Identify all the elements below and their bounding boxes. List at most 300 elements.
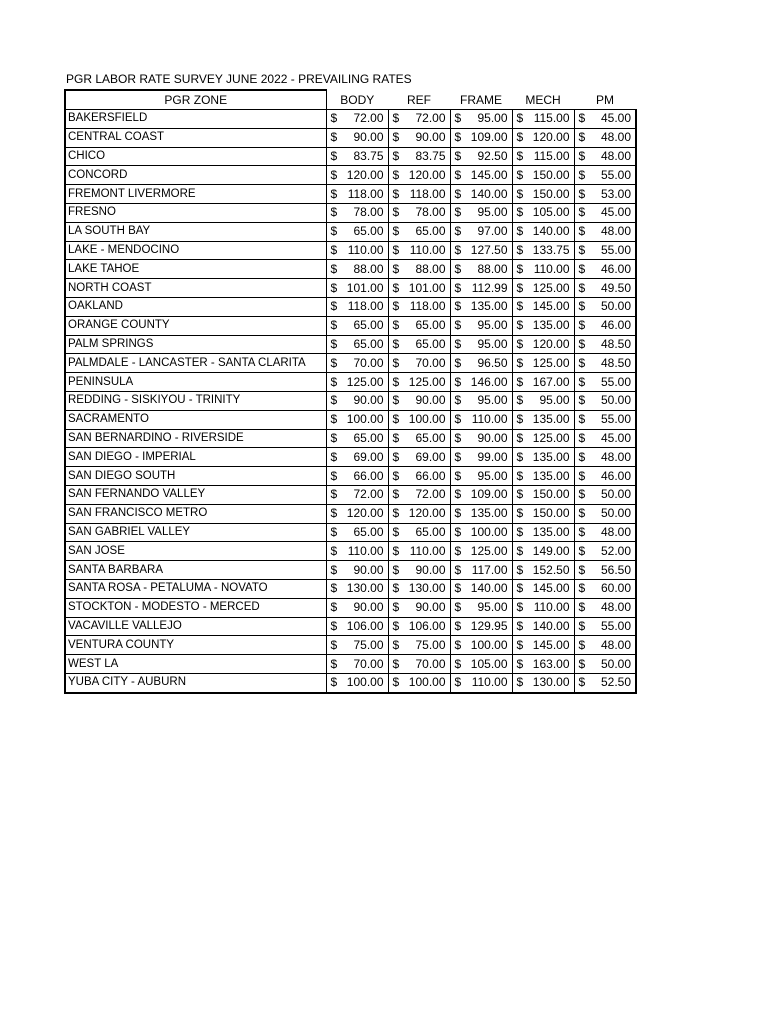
rate-amount: 48.00 — [600, 148, 631, 163]
pm-rate-cell — [574, 579, 636, 598]
ref-rate-cell — [388, 579, 450, 598]
rate-amount: 96.50 — [477, 355, 508, 370]
rate-amount: 66.00 — [353, 468, 384, 483]
rate-amount: 75.00 — [415, 637, 446, 652]
currency-symbol: $ — [516, 393, 524, 408]
zone-name-cell: PALM SPRINGS — [65, 335, 326, 354]
rate-amount: 55.00 — [600, 412, 631, 427]
rate-amount: 46.00 — [600, 468, 631, 483]
pm-rate-cell — [574, 185, 636, 204]
mech-rate-cell — [512, 222, 574, 241]
currency-symbol: $ — [516, 656, 524, 671]
body-rate-cell — [326, 485, 388, 504]
frame-rate-cell — [450, 391, 512, 410]
zone-name-cell: REDDING - SISKIYOU - TRINITY — [65, 391, 326, 410]
frame-rate-cell — [450, 429, 512, 448]
rate-amount: 55.00 — [600, 618, 631, 633]
currency-symbol: $ — [454, 374, 462, 389]
currency-symbol: $ — [454, 524, 462, 539]
zone-name-cell: FRESNO — [65, 203, 326, 222]
rate-amount: 65.00 — [415, 318, 446, 333]
rate-amount: 52.50 — [600, 675, 631, 690]
rate-amount: 100.00 — [346, 412, 384, 427]
table-row — [65, 316, 636, 335]
currency-symbol: $ — [578, 656, 586, 671]
ref-rate-cell — [388, 448, 450, 467]
rate-amount: 65.00 — [353, 524, 384, 539]
table-row — [65, 448, 636, 467]
currency-symbol: $ — [578, 130, 586, 145]
pm-rate-cell — [574, 335, 636, 354]
column-header-body: BODY — [340, 92, 375, 107]
currency-symbol: $ — [392, 562, 400, 577]
rate-amount: 130.00 — [408, 581, 446, 596]
currency-symbol: $ — [578, 261, 586, 276]
rate-amount: 152.50 — [532, 562, 570, 577]
frame-rate-cell — [450, 279, 512, 298]
table-row — [65, 354, 636, 373]
ref-rate-cell — [388, 279, 450, 298]
currency-symbol: $ — [578, 280, 586, 295]
currency-symbol: $ — [578, 224, 586, 239]
frame-rate-cell — [450, 147, 512, 166]
currency-symbol: $ — [330, 656, 338, 671]
zone-name-cell: NORTH COAST — [65, 279, 326, 298]
body-rate-cell — [326, 467, 388, 486]
rate-amount: 95.00 — [539, 393, 570, 408]
ref-rate-cell — [388, 316, 450, 335]
rate-amount: 117.00 — [471, 562, 508, 577]
mech-rate-cell — [512, 185, 574, 204]
table-row — [65, 504, 636, 523]
rate-amount: 78.00 — [415, 205, 446, 220]
rate-amount: 56.50 — [600, 562, 631, 577]
rate-amount: 88.00 — [477, 261, 508, 276]
rate-amount: 90.00 — [353, 600, 384, 615]
currency-symbol: $ — [392, 618, 400, 633]
column-header-zone: PGR ZONE — [65, 90, 326, 110]
mech-rate-cell — [512, 429, 574, 448]
mech-rate-cell — [512, 279, 574, 298]
pm-rate-cell — [574, 542, 636, 561]
currency-symbol: $ — [516, 374, 524, 389]
rate-amount: 120.00 — [532, 336, 570, 351]
currency-symbol: $ — [516, 581, 524, 596]
currency-symbol: $ — [516, 637, 524, 652]
currency-symbol: $ — [454, 600, 462, 615]
currency-symbol: $ — [330, 280, 338, 295]
ref-rate-cell — [388, 297, 450, 316]
currency-symbol: $ — [392, 167, 400, 182]
ref-rate-cell — [388, 523, 450, 542]
table-row — [65, 203, 636, 222]
rate-amount: 97.00 — [477, 224, 508, 239]
zone-name-cell: OAKLAND — [65, 297, 326, 316]
zone-name-cell: VENTURA COUNTY — [65, 636, 326, 655]
rate-amount: 110.00 — [533, 600, 570, 615]
rate-amount: 55.00 — [600, 242, 631, 257]
frame-rate-cell — [450, 297, 512, 316]
table-header-row — [65, 90, 636, 110]
rate-amount: 48.50 — [600, 336, 631, 351]
currency-symbol: $ — [516, 449, 524, 464]
rate-amount: 90.00 — [415, 562, 446, 577]
currency-symbol: $ — [392, 299, 400, 314]
table-body — [65, 110, 636, 693]
currency-symbol: $ — [330, 167, 338, 182]
table-row — [65, 617, 636, 636]
rate-amount: 130.00 — [532, 675, 570, 690]
mech-rate-cell — [512, 636, 574, 655]
currency-symbol: $ — [392, 111, 400, 126]
currency-symbol: $ — [392, 148, 400, 163]
rate-amount: 125.00 — [470, 543, 508, 558]
currency-symbol: $ — [392, 430, 400, 445]
body-rate-cell — [326, 222, 388, 241]
pm-rate-cell — [574, 410, 636, 429]
rate-amount: 95.00 — [477, 393, 508, 408]
currency-symbol: $ — [392, 524, 400, 539]
zone-name-cell: CENTRAL COAST — [65, 128, 326, 147]
ref-rate-cell — [388, 110, 450, 129]
rate-amount: 145.00 — [532, 637, 570, 652]
currency-symbol: $ — [392, 186, 400, 201]
currency-symbol: $ — [516, 618, 524, 633]
currency-symbol: $ — [330, 186, 338, 201]
labor-rate-table — [64, 89, 637, 694]
ref-rate-cell — [388, 598, 450, 617]
currency-symbol: $ — [330, 600, 338, 615]
pm-rate-cell — [574, 203, 636, 222]
currency-symbol: $ — [330, 224, 338, 239]
currency-symbol: $ — [330, 299, 338, 314]
table-row — [65, 485, 636, 504]
mech-rate-cell — [512, 655, 574, 674]
ref-rate-cell — [388, 203, 450, 222]
currency-symbol: $ — [454, 242, 462, 257]
currency-symbol: $ — [330, 506, 338, 521]
currency-symbol: $ — [454, 468, 462, 483]
rate-amount: 100.00 — [470, 637, 508, 652]
rate-amount: 65.00 — [415, 336, 446, 351]
zone-name-cell: SAN FRANCISCO METRO — [65, 504, 326, 523]
zone-name-cell: FREMONT LIVERMORE — [65, 185, 326, 204]
currency-symbol: $ — [454, 656, 462, 671]
rate-amount: 133.75 — [532, 242, 570, 257]
rate-amount: 95.00 — [477, 205, 508, 220]
rate-amount: 65.00 — [415, 524, 446, 539]
currency-symbol: $ — [454, 130, 462, 145]
pm-rate-cell — [574, 598, 636, 617]
currency-symbol: $ — [392, 637, 400, 652]
zone-name-cell: SAN FERNANDO VALLEY — [65, 485, 326, 504]
frame-rate-cell — [450, 410, 512, 429]
table-row — [65, 598, 636, 617]
rate-amount: 120.00 — [532, 130, 570, 145]
mech-rate-cell — [512, 542, 574, 561]
rate-amount: 46.00 — [600, 261, 631, 276]
ref-rate-cell — [388, 147, 450, 166]
zone-name-cell: YUBA CITY - AUBURN — [65, 673, 326, 692]
rate-amount: 90.00 — [353, 393, 384, 408]
rate-amount: 135.00 — [532, 524, 570, 539]
zone-name-cell: SAN GABRIEL VALLEY — [65, 523, 326, 542]
pm-rate-cell — [574, 523, 636, 542]
rate-amount: 135.00 — [532, 468, 570, 483]
currency-symbol: $ — [578, 618, 586, 633]
rate-amount: 125.00 — [346, 374, 384, 389]
currency-symbol: $ — [578, 506, 586, 521]
currency-symbol: $ — [392, 280, 400, 295]
rate-amount: 90.00 — [353, 562, 384, 577]
rate-amount: 105.00 — [470, 656, 508, 671]
currency-symbol: $ — [516, 506, 524, 521]
table-row — [65, 673, 636, 692]
currency-symbol: $ — [330, 318, 338, 333]
frame-rate-cell — [450, 485, 512, 504]
rate-amount: 95.00 — [477, 318, 508, 333]
currency-symbol: $ — [330, 562, 338, 577]
rate-amount: 145.00 — [532, 299, 570, 314]
currency-symbol: $ — [578, 318, 586, 333]
ref-rate-cell — [388, 617, 450, 636]
ref-rate-cell — [388, 241, 450, 260]
body-rate-cell — [326, 617, 388, 636]
body-rate-cell — [326, 203, 388, 222]
currency-symbol: $ — [392, 412, 400, 427]
rate-amount: 146.00 — [470, 374, 508, 389]
currency-symbol: $ — [516, 543, 524, 558]
currency-symbol: $ — [516, 111, 524, 126]
rate-amount: 115.00 — [533, 111, 570, 126]
currency-symbol: $ — [330, 374, 338, 389]
rate-amount: 135.00 — [470, 506, 508, 521]
pm-rate-cell — [574, 128, 636, 147]
currency-symbol: $ — [516, 468, 524, 483]
currency-symbol: $ — [578, 148, 586, 163]
frame-rate-cell — [450, 579, 512, 598]
table-row — [65, 128, 636, 147]
rate-amount: 48.00 — [600, 130, 631, 145]
body-rate-cell — [326, 542, 388, 561]
body-rate-cell — [326, 185, 388, 204]
zone-name-cell: SANTA ROSA - PETALUMA - NOVATO — [65, 579, 326, 598]
rate-amount: 99.00 — [477, 449, 508, 464]
currency-symbol: $ — [392, 355, 400, 370]
frame-rate-cell — [450, 354, 512, 373]
rate-amount: 72.00 — [353, 111, 384, 126]
mech-rate-cell — [512, 673, 574, 692]
rate-amount: 112.99 — [471, 280, 508, 295]
rate-amount: 110.00 — [409, 543, 446, 558]
currency-symbol: $ — [516, 261, 524, 276]
table-row — [65, 579, 636, 598]
rate-amount: 109.00 — [470, 487, 508, 502]
currency-symbol: $ — [578, 637, 586, 652]
currency-symbol: $ — [330, 336, 338, 351]
mech-rate-cell — [512, 579, 574, 598]
zone-name-cell: SAN DIEGO SOUTH — [65, 467, 326, 486]
currency-symbol: $ — [392, 543, 400, 558]
currency-symbol: $ — [516, 336, 524, 351]
rate-amount: 106.00 — [408, 618, 446, 633]
currency-symbol: $ — [516, 600, 524, 615]
currency-symbol: $ — [392, 261, 400, 276]
rate-amount: 118.00 — [409, 186, 446, 201]
mech-rate-cell — [512, 335, 574, 354]
body-rate-cell — [326, 579, 388, 598]
frame-rate-cell — [450, 185, 512, 204]
ref-rate-cell — [388, 467, 450, 486]
zone-name-cell: LAKE TAHOE — [65, 260, 326, 279]
currency-symbol: $ — [454, 581, 462, 596]
rate-amount: 55.00 — [600, 374, 631, 389]
currency-symbol: $ — [578, 374, 586, 389]
rate-amount: 90.00 — [353, 130, 384, 145]
ref-rate-cell — [388, 166, 450, 185]
rate-amount: 125.00 — [532, 280, 570, 295]
currency-symbol: $ — [578, 186, 586, 201]
rate-amount: 150.00 — [532, 506, 570, 521]
mech-rate-cell — [512, 448, 574, 467]
rate-amount: 48.00 — [600, 449, 631, 464]
rate-amount: 75.00 — [353, 637, 384, 652]
rate-amount: 101.00 — [346, 280, 384, 295]
frame-rate-cell — [450, 598, 512, 617]
mech-rate-cell — [512, 467, 574, 486]
zone-name-cell: SAN DIEGO - IMPERIAL — [65, 448, 326, 467]
table-row — [65, 523, 636, 542]
body-rate-cell — [326, 335, 388, 354]
body-rate-cell — [326, 391, 388, 410]
rate-amount: 45.00 — [600, 205, 631, 220]
rate-amount: 88.00 — [415, 261, 446, 276]
ref-rate-cell — [388, 655, 450, 674]
ref-rate-cell — [388, 391, 450, 410]
zone-name-cell: STOCKTON - MODESTO - MERCED — [65, 598, 326, 617]
pm-rate-cell — [574, 297, 636, 316]
rate-amount: 95.00 — [477, 336, 508, 351]
currency-symbol: $ — [578, 449, 586, 464]
currency-symbol: $ — [454, 299, 462, 314]
frame-rate-cell — [450, 673, 512, 692]
rate-amount: 140.00 — [532, 618, 570, 633]
rate-amount: 127.50 — [470, 242, 508, 257]
currency-symbol: $ — [454, 449, 462, 464]
rate-amount: 83.75 — [415, 148, 446, 163]
mech-rate-cell — [512, 316, 574, 335]
rate-amount: 120.00 — [346, 506, 384, 521]
currency-symbol: $ — [578, 487, 586, 502]
currency-symbol: $ — [454, 186, 462, 201]
currency-symbol: $ — [392, 506, 400, 521]
zone-name-cell: CONCORD — [65, 166, 326, 185]
ref-rate-cell — [388, 673, 450, 692]
currency-symbol: $ — [454, 412, 462, 427]
rate-amount: 55.00 — [600, 167, 631, 182]
pm-rate-cell — [574, 636, 636, 655]
currency-symbol: $ — [454, 393, 462, 408]
rate-amount: 130.00 — [346, 581, 384, 596]
mech-rate-cell — [512, 617, 574, 636]
table-row — [65, 410, 636, 429]
currency-symbol: $ — [578, 562, 586, 577]
frame-rate-cell — [450, 260, 512, 279]
rate-amount: 120.00 — [346, 167, 384, 182]
currency-symbol: $ — [454, 280, 462, 295]
currency-symbol: $ — [578, 675, 586, 690]
rate-amount: 140.00 — [532, 224, 570, 239]
currency-symbol: $ — [516, 562, 524, 577]
rate-amount: 120.00 — [408, 506, 446, 521]
table-row — [65, 391, 636, 410]
rate-amount: 72.00 — [415, 111, 446, 126]
rate-amount: 95.00 — [477, 111, 508, 126]
pm-rate-cell — [574, 222, 636, 241]
pm-rate-cell — [574, 617, 636, 636]
currency-symbol: $ — [516, 224, 524, 239]
currency-symbol: $ — [330, 412, 338, 427]
zone-name-cell: PENINSULA — [65, 373, 326, 392]
currency-symbol: $ — [454, 224, 462, 239]
rate-amount: 150.00 — [532, 186, 570, 201]
table-row — [65, 297, 636, 316]
ref-rate-cell — [388, 504, 450, 523]
rate-amount: 149.00 — [532, 543, 570, 558]
mech-rate-cell — [512, 373, 574, 392]
ref-rate-cell — [388, 561, 450, 580]
rate-amount: 72.00 — [415, 487, 446, 502]
rate-amount: 100.00 — [408, 675, 446, 690]
body-rate-cell — [326, 429, 388, 448]
currency-symbol: $ — [516, 167, 524, 182]
currency-symbol: $ — [392, 374, 400, 389]
mech-rate-cell — [512, 504, 574, 523]
currency-symbol: $ — [330, 430, 338, 445]
currency-symbol: $ — [330, 205, 338, 220]
rate-amount: 50.00 — [600, 656, 631, 671]
mech-rate-cell — [512, 598, 574, 617]
rate-amount: 150.00 — [532, 487, 570, 502]
currency-symbol: $ — [330, 581, 338, 596]
mech-rate-cell — [512, 166, 574, 185]
rate-amount: 70.00 — [415, 656, 446, 671]
rate-amount: 65.00 — [415, 430, 446, 445]
rate-amount: 101.00 — [408, 280, 446, 295]
rate-amount: 100.00 — [346, 675, 384, 690]
currency-symbol: $ — [516, 355, 524, 370]
rate-amount: 90.00 — [477, 430, 508, 445]
body-rate-cell — [326, 673, 388, 692]
rate-amount: 135.00 — [532, 318, 570, 333]
mech-rate-cell — [512, 523, 574, 542]
ref-rate-cell — [388, 410, 450, 429]
rate-amount: 70.00 — [415, 355, 446, 370]
frame-rate-cell — [450, 373, 512, 392]
frame-rate-cell — [450, 636, 512, 655]
currency-symbol: $ — [516, 487, 524, 502]
table-row — [65, 166, 636, 185]
zone-name-cell: PALMDALE - LANCASTER - SANTA CLARITA — [65, 354, 326, 373]
currency-symbol: $ — [392, 224, 400, 239]
currency-symbol: $ — [578, 524, 586, 539]
currency-symbol: $ — [578, 468, 586, 483]
body-rate-cell — [326, 373, 388, 392]
rate-amount: 69.00 — [353, 449, 384, 464]
pm-rate-cell — [574, 166, 636, 185]
currency-symbol: $ — [454, 111, 462, 126]
pm-rate-cell — [574, 673, 636, 692]
